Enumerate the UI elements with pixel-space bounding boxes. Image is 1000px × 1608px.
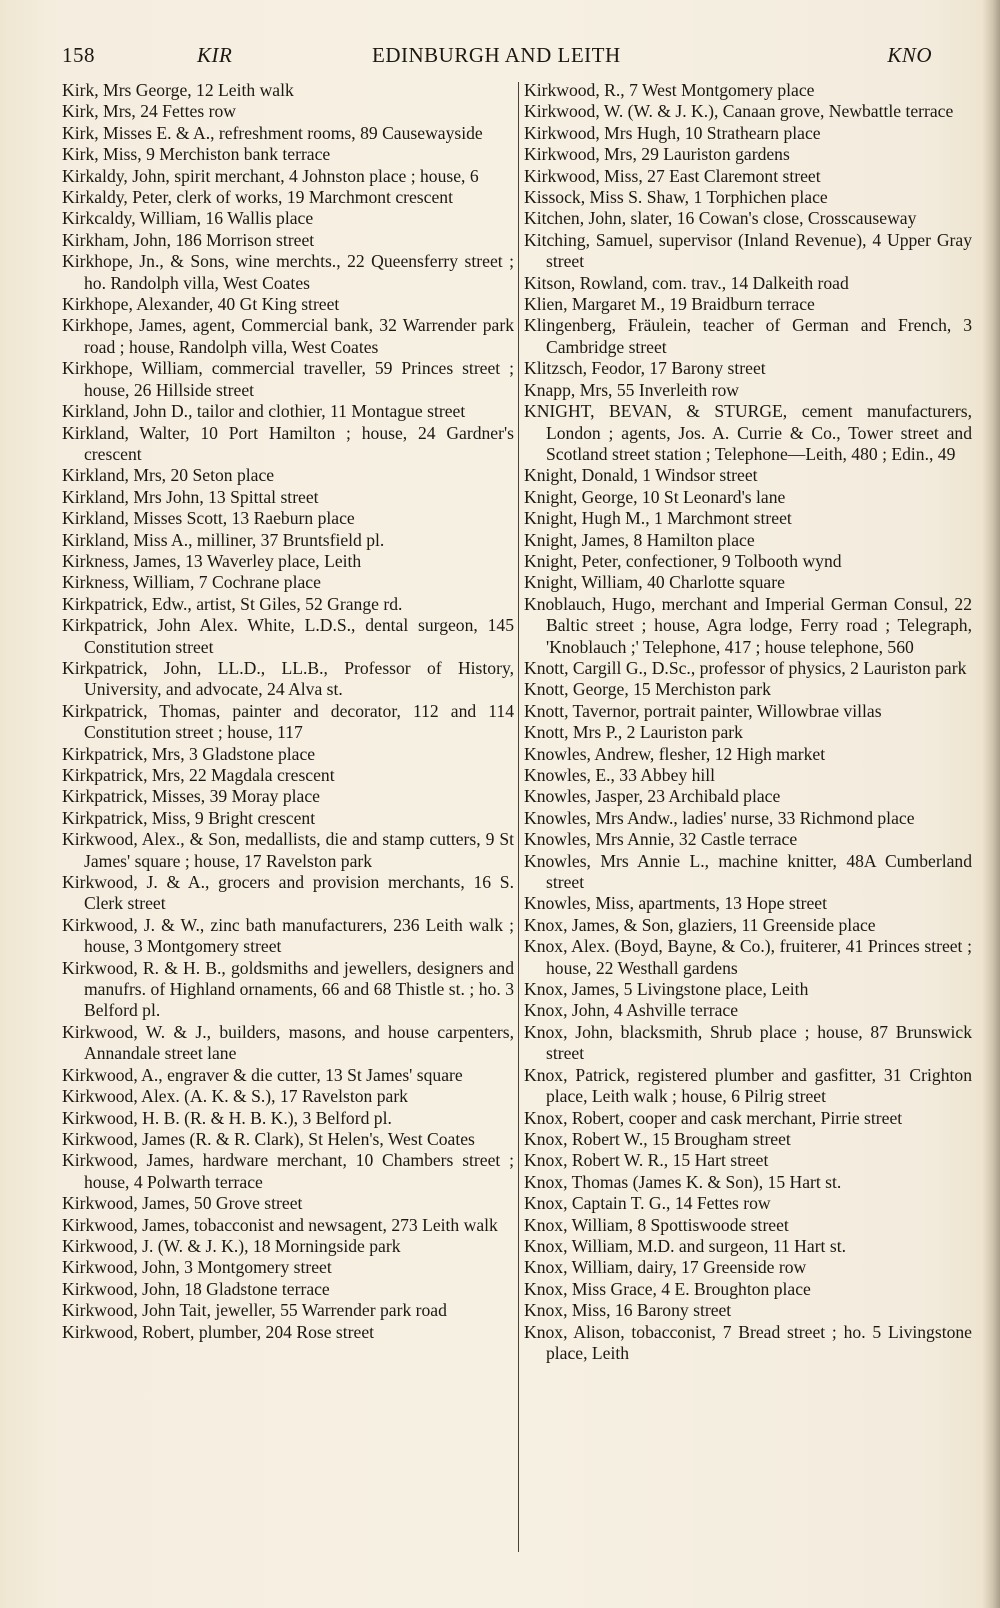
directory-entry: Knapp, Mrs, 55 Inverleith row xyxy=(524,379,739,400)
directory-entry: Kirkwood, A., engraver & die cutter, 13 St James' square xyxy=(62,1064,463,1085)
directory-entry: Kirkwood, J. & A., grocers and provision merchants, 16 S. Clerk street xyxy=(62,872,514,914)
directory-entry: Kirkness, James, 13 Waverley place, Leith xyxy=(62,550,362,571)
directory-entry: Kirk, Miss, 9 Merchiston bank terrace xyxy=(62,144,331,165)
directory-entry: Kirkwood, Mrs, 29 Lauriston gardens xyxy=(524,144,790,165)
directory-entry: Knox, Alison, tobacconist, 7 Bread street ; ho. 5 Livingstone place, Leith xyxy=(524,1321,972,1363)
directory-entry: Kirkcaldy, William, 16 Wallis place xyxy=(62,208,314,229)
directory-entry: Klitzsch, Feodor, 17 Barony street xyxy=(524,358,766,379)
directory-entry: Knight, Peter, confectioner, 9 Tolbooth wynd xyxy=(524,550,842,571)
directory-entry: Knott, Tavernor, portrait painter, Willowbrae villas xyxy=(524,700,882,721)
directory-entry: Knox, William, 8 Spottiswoode street xyxy=(524,1214,789,1235)
directory-entry: Kirkland, Miss A., milliner, 37 Bruntsfield pl. xyxy=(62,529,385,550)
directory-entry: Kirkpatrick, John, LL.D., LL.B., Professor of History, University, and advocate, 24 Alva st. xyxy=(62,657,514,700)
directory-entry: Knox, James, & Son, glaziers, 11 Greenside place xyxy=(524,914,876,935)
directory-entry: Kirkland, John D., tailor and clothier, 11 Montague street xyxy=(62,401,466,422)
directory-entry: Kirkland, Mrs, 20 Seton place xyxy=(62,465,275,486)
directory-entry: Kissock, Miss S. Shaw, 1 Torphichen place xyxy=(524,187,828,208)
directory-entry: Knowles, E., 33 Abbey hill xyxy=(524,765,716,785)
directory-entry: Kirkwood, W. (W. & J. K.), Canaan grove, Newbattle terrace xyxy=(524,101,954,122)
directory-entry: Kirkwood, James, 50 Grove street xyxy=(62,1193,303,1214)
directory-entry: Kirkwood, John, 3 Montgomery street xyxy=(62,1257,332,1278)
directory-entry: Knight, Hugh M., 1 Marchmont street xyxy=(524,508,792,529)
directory-entry: Kirkwood, John, 18 Gladstone terrace xyxy=(62,1278,330,1299)
directory-entry: Kitchen, John, slater, 16 Cowan's close, Crosscauseway xyxy=(524,208,917,229)
directory-entry: Knox, William, M.D. and surgeon, 11 Hart st. xyxy=(524,1235,846,1256)
directory-entry: Knox, Patrick, registered plumber and gasfitter, 31 Crighton place, Leith walk ; house, 6 Pilrig street xyxy=(524,1064,972,1107)
right-column xyxy=(524,80,972,1364)
directory-entry: Klingenberg, Fräulein, teacher of German and French, 3 Cambridge street xyxy=(524,315,972,357)
directory-entry: Knott, Cargill G., D.Sc., professor of physics, 2 Lauriston park xyxy=(524,657,967,678)
directory-entry: Knight, George, 10 St Leonard's lane xyxy=(524,486,786,507)
directory-entry: Kirkpatrick, Thomas, painter and decorator, 112 and 114 Constitution street ; house, 117 xyxy=(62,700,514,743)
directory-entry: Kirkpatrick, Mrs, 22 Magdala crescent xyxy=(62,765,335,785)
directory-entry: Kirkpatrick, Miss, 9 Bright crescent xyxy=(62,807,316,828)
directory-entry: Kirkpatrick, Misses, 39 Moray place xyxy=(62,786,320,807)
page-number: 158 xyxy=(62,43,95,67)
directory-entry: Knowles, Miss, apartments, 13 Hope street xyxy=(524,893,827,914)
directory-entry: KNIGHT, BEVAN, & STURGE, cement manufacturers, London ; agents, Jos. A. Currie & Co., Tower street and Scotland street station ; Telephone—Leith, 480 ; Edin., 49 xyxy=(524,401,972,464)
directory-entry: Kirkland, Walter, 10 Port Hamilton ; house, 24 Gardner's crescent xyxy=(62,422,514,464)
directory-entry: Kirkpatrick, Mrs, 3 Gladstone place xyxy=(62,743,316,764)
left-column xyxy=(62,80,514,1343)
directory-entry: Knight, James, 8 Hamilton place xyxy=(524,529,755,550)
directory-entry: Knox, John, 4 Ashville terrace xyxy=(524,1000,739,1021)
directory-entry: Knox, Robert, cooper and cask merchant, Pirrie street xyxy=(524,1107,903,1128)
directory-entry: Knight, William, 40 Charlotte square xyxy=(524,572,785,593)
directory-entry: Kirk, Mrs George, 12 Leith walk xyxy=(62,80,294,100)
directory-entry: Kirkwood, Miss, 27 East Claremont street xyxy=(524,165,821,186)
directory-entry: Kirkwood, Alex., & Son, medallists, die and stamp cutters, 9 St James' square ; house, 17 Ravelston park xyxy=(62,829,514,871)
directory-entry: Knox, James, 5 Livingstone place, Leith xyxy=(524,979,809,1000)
directory-entry: Kirkland, Mrs John, 13 Spittal street xyxy=(62,486,319,507)
directory-entry: Knox, John, blacksmith, Shrub place ; house, 87 Brunswick street xyxy=(524,1021,972,1064)
page-edge-shadow xyxy=(982,0,1000,1608)
directory-entry: Kirkwood, Robert, plumber, 204 Rose street xyxy=(62,1321,375,1342)
directory-entry: Knowles, Mrs Annie, 32 Castle terrace xyxy=(524,829,798,850)
directory-entry: Kirkwood, Mrs Hugh, 10 Strathearn place xyxy=(524,122,821,143)
directory-entry: Kirkpatrick, John Alex. White, L.D.S., dental surgeon, 145 Constitution street xyxy=(62,615,514,657)
directory-entry: Kirk, Misses E. & A., refreshment rooms, 89 Causewayside xyxy=(62,122,483,143)
directory-entry: Kirkaldy, Peter, clerk of works, 19 Marchmont crescent xyxy=(62,187,453,208)
column-divider xyxy=(518,82,519,1552)
directory-entry: Kirkwood, R., 7 West Montgomery place xyxy=(524,80,815,100)
directory-entry: Knight, Donald, 1 Windsor street xyxy=(524,465,758,486)
directory-entry: Knott, George, 15 Merchiston park xyxy=(524,679,771,700)
directory-entry: Kirkwood, H. B. (R. & H. B. K.), 3 Belford pl. xyxy=(62,1107,392,1128)
directory-entry: Knott, Mrs P., 2 Lauriston park xyxy=(524,722,743,743)
directory-entry: Knox, William, dairy, 17 Greenside row xyxy=(524,1257,807,1278)
directory-entry: Kirkwood, J. (W. & J. K.), 18 Morningside park xyxy=(62,1235,401,1256)
page-title: EDINBURGH AND LEITH xyxy=(372,43,621,67)
directory-entry: Klien, Margaret M., 19 Braidburn terrace xyxy=(524,294,815,315)
directory-entry: Kirkwood, John Tait, jeweller, 55 Warrender park road xyxy=(62,1300,447,1321)
directory-entry: Knowles, Mrs Annie L., machine knitter, 48A Cumberland street xyxy=(524,850,972,893)
directory-entry: Kirkhope, Jn., & Sons, wine merchts., 22 Queensferry street ; ho. Randolph villa, West Coates xyxy=(62,251,514,293)
directory-entry: Knox, Thomas (James K. & Son), 15 Hart st. xyxy=(524,1171,842,1192)
directory-entry: Kirkhope, Alexander, 40 Gt King street xyxy=(62,294,340,315)
directory-entry: Kirkwood, Alex. (A. K. & S.), 17 Ravelston park xyxy=(62,1086,408,1107)
directory-entry: Knowles, Jasper, 23 Archibald place xyxy=(524,786,781,807)
directory-entry: Kirkpatrick, Edw., artist, St Giles, 52 Grange rd. xyxy=(62,593,403,614)
directory-entry: Kirkaldy, John, spirit merchant, 4 Johnston place ; house, 6 xyxy=(62,165,479,186)
directory-entry: Kirk, Mrs, 24 Fettes row xyxy=(62,101,236,122)
directory-entry: Kirkwood, J. & W., zinc bath manufacturers, 236 Leith walk ; house, 3 Montgomery street xyxy=(62,914,514,957)
directory-entry: Kitching, Samuel, supervisor (Inland Revenue), 4 Upper Gray street xyxy=(524,229,972,272)
running-header xyxy=(62,43,952,77)
directory-entry: Kirkham, John, 186 Morrison street xyxy=(62,229,315,250)
directory-entry: Kirkwood, James, tobacconist and newsagent, 273 Leith walk xyxy=(62,1214,498,1235)
directory-entry: Knox, Miss Grace, 4 E. Broughton place xyxy=(524,1278,811,1299)
directory-entry: Knoblauch, Hugo, merchant and Imperial German Consul, 22 Baltic street ; house, Agra lodge, Ferry road ; Telegraph, 'Knoblauch ;' Telephone, 417 ; house telephone, 560 xyxy=(524,593,972,657)
left-guide-word: KIR xyxy=(197,43,233,67)
directory-entry: Kirkwood, James, hardware merchant, 10 Chambers street ; house, 4 Polwarth terrace xyxy=(62,1150,514,1192)
directory-entry: Kirkness, William, 7 Cochrane place xyxy=(62,572,321,593)
directory-entry: Kirkhope, James, agent, Commercial bank, 32 Warrender park road ; house, Randolph villa, West Coates xyxy=(62,315,514,357)
directory-entry: Kirkwood, R. & H. B., goldsmiths and jewellers, designers and manufrs. of Highland ornaments, 66 and 68 Thistle st. ; ho. 3 Belford pl. xyxy=(62,957,514,1021)
directory-entry: Kirkwood, James (R. & R. Clark), St Helen's, West Coates xyxy=(62,1128,475,1149)
directory-entry: Kirkland, Misses Scott, 13 Raeburn place xyxy=(62,508,355,529)
directory-entry: Kirkwood, W. & J., builders, masons, and house carpenters, Annandale street lane xyxy=(62,1021,514,1064)
directory-entry: Knowles, Mrs Andw., ladies' nurse, 33 Richmond place xyxy=(524,807,915,828)
directory-entry: Knox, Robert W., 15 Brougham street xyxy=(524,1128,791,1149)
directory-entry: Knox, Miss, 16 Barony street xyxy=(524,1300,732,1321)
directory-entry: Kirkhope, William, commercial traveller, 59 Princes street ; house, 26 Hillside street xyxy=(62,358,514,400)
directory-entry: Knox, Robert W. R., 15 Hart street xyxy=(524,1150,769,1171)
directory-entry: Kitson, Rowland, com. trav., 14 Dalkeith road xyxy=(524,272,849,293)
directory-entry: Knox, Captain T. G., 14 Fettes row xyxy=(524,1193,771,1214)
directory-entry: Knox, Alex. (Boyd, Bayne, & Co.), fruiterer, 41 Princes street ; house, 22 Westhall gardens xyxy=(524,936,972,978)
directory-entry: Knowles, Andrew, flesher, 12 High market xyxy=(524,743,826,764)
right-guide-word: KNO xyxy=(887,43,932,67)
